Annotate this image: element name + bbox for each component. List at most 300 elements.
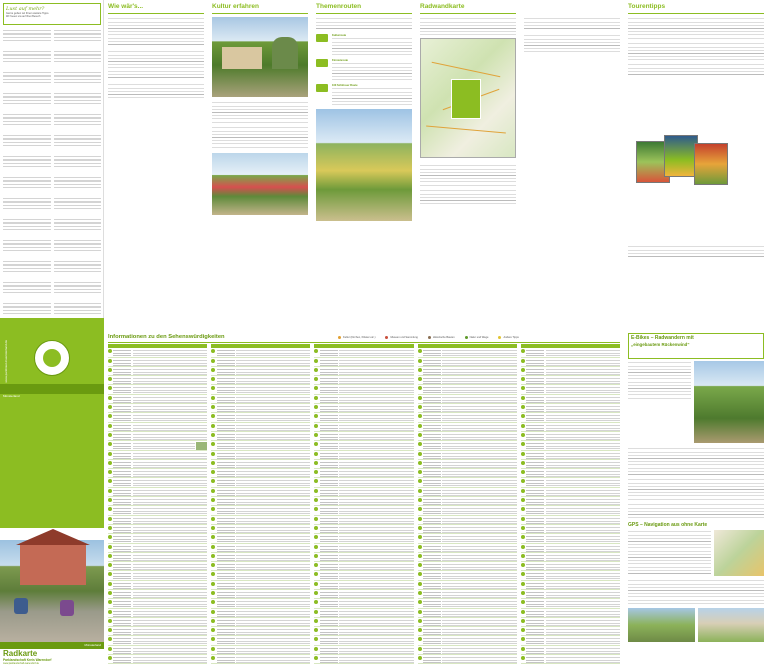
field-photo xyxy=(316,109,412,221)
sight-row xyxy=(521,367,620,376)
sight-name xyxy=(217,498,235,505)
sight-number-icon xyxy=(108,507,112,511)
section-title-was: Wie wär's... xyxy=(108,3,144,10)
sight-row xyxy=(108,395,207,404)
sight-number-icon xyxy=(108,368,112,372)
sight-description xyxy=(236,368,310,375)
section-tourentipps xyxy=(624,0,768,330)
sight-description xyxy=(442,442,516,449)
sight-number-icon xyxy=(521,600,525,604)
sight-name xyxy=(423,424,441,431)
sight-description xyxy=(133,582,207,589)
sight-number-icon xyxy=(418,368,422,372)
sight-description xyxy=(339,461,413,468)
sight-description xyxy=(546,610,620,617)
sight-number-icon xyxy=(314,600,318,604)
sight-row xyxy=(521,358,620,367)
sight-row xyxy=(314,627,413,636)
section-title-tour: Tourentipps xyxy=(628,3,666,10)
sight-number-icon xyxy=(211,442,215,446)
sight-name xyxy=(113,647,131,654)
sight-description xyxy=(442,470,516,477)
sight-name xyxy=(217,433,235,440)
sight-row xyxy=(314,413,413,422)
tree xyxy=(272,37,298,69)
sight-number-icon xyxy=(108,489,112,493)
contact-lines xyxy=(54,239,102,251)
sight-row xyxy=(108,627,207,636)
text-block xyxy=(628,530,711,576)
contact-lines xyxy=(54,176,102,188)
sight-number-icon xyxy=(418,582,422,586)
sight-name xyxy=(217,582,235,589)
ebike-subtitle: „eingebautem Rückenwind“ xyxy=(631,341,690,347)
lust-subtitle-2: Wir freuen uns auf Ihren Besuch xyxy=(6,15,41,19)
sight-number-icon xyxy=(521,359,525,363)
sight-number-icon xyxy=(108,470,112,474)
sight-description xyxy=(442,424,516,431)
sight-name xyxy=(217,647,235,654)
sight-description xyxy=(442,386,516,393)
legend-item xyxy=(385,336,417,339)
sight-name xyxy=(526,461,544,468)
sight-name xyxy=(423,572,441,579)
contact-block xyxy=(3,175,51,194)
sight-name xyxy=(320,470,338,477)
sight-row xyxy=(418,506,517,515)
contact-block xyxy=(3,196,51,215)
sight-number-icon xyxy=(418,452,422,456)
sight-description xyxy=(546,628,620,635)
sight-number-icon xyxy=(521,368,525,372)
sight-number-icon xyxy=(418,489,422,493)
sight-row xyxy=(314,506,413,515)
map-road xyxy=(426,125,506,133)
sight-description xyxy=(339,498,413,505)
sight-name xyxy=(217,396,235,403)
contact-lines xyxy=(54,218,102,230)
sight-row xyxy=(211,441,310,450)
sight-number-icon xyxy=(211,545,215,549)
sight-description xyxy=(546,479,620,486)
sight-description xyxy=(442,479,516,486)
sight-description xyxy=(546,396,620,403)
vertical-url: www.parkinsel-muensterland.de xyxy=(4,340,8,383)
sight-description xyxy=(442,396,516,403)
sight-name xyxy=(320,349,338,356)
sight-number-icon xyxy=(108,405,112,409)
sight-row xyxy=(521,590,620,599)
sights-column xyxy=(314,344,413,666)
theme-route-3 xyxy=(316,84,412,105)
ebike-box xyxy=(628,333,764,359)
sight-number-icon xyxy=(418,526,422,530)
sight-row xyxy=(211,395,310,404)
sight-name xyxy=(423,563,441,570)
sight-name xyxy=(113,637,131,644)
sight-number-icon xyxy=(108,452,112,456)
sight-name xyxy=(320,610,338,617)
sight-description xyxy=(133,349,207,356)
sight-description xyxy=(546,433,620,440)
sight-description xyxy=(339,377,413,384)
sight-row xyxy=(418,618,517,627)
sight-name xyxy=(217,377,235,384)
sight-row xyxy=(108,544,207,553)
sight-name xyxy=(320,535,338,542)
sight-description xyxy=(339,600,413,607)
sight-description xyxy=(339,517,413,524)
theme-route-name: Kulturroute xyxy=(332,33,347,37)
sight-description xyxy=(236,377,310,384)
sight-row xyxy=(108,599,207,608)
sight-number-icon xyxy=(521,396,525,400)
contact-lines xyxy=(54,92,102,104)
contact-block xyxy=(3,70,51,89)
sight-name xyxy=(526,656,544,663)
sight-row xyxy=(521,516,620,525)
sight-name xyxy=(217,545,235,552)
sight-name xyxy=(217,442,235,449)
sight-name xyxy=(217,414,235,421)
divider xyxy=(212,13,308,14)
sight-number-icon xyxy=(521,452,525,456)
contact-lines xyxy=(54,260,102,272)
sight-description xyxy=(442,610,516,617)
sight-name xyxy=(217,507,235,514)
contact-lines xyxy=(54,29,102,41)
sight-number-icon xyxy=(211,349,215,353)
sight-description xyxy=(442,414,516,421)
sight-description xyxy=(339,545,413,552)
text-block xyxy=(420,164,516,186)
sight-row xyxy=(314,451,413,460)
column-header-bar xyxy=(211,344,310,348)
column-header-bar xyxy=(108,344,207,348)
sight-name xyxy=(526,572,544,579)
sight-name xyxy=(526,647,544,654)
sight-number-icon xyxy=(211,517,215,521)
contact-lines xyxy=(54,50,102,62)
sight-number-icon xyxy=(211,628,215,632)
sight-description xyxy=(546,507,620,514)
sight-row xyxy=(521,627,620,636)
sight-name xyxy=(423,526,441,533)
sight-number-icon xyxy=(521,545,525,549)
sight-number-icon xyxy=(418,442,422,446)
sight-number-icon xyxy=(108,414,112,418)
sight-name xyxy=(423,368,441,375)
sight-row xyxy=(314,544,413,553)
sight-description xyxy=(133,656,207,663)
sight-description xyxy=(133,368,207,375)
sight-number-icon xyxy=(211,610,215,614)
sight-description xyxy=(442,563,516,570)
sight-name xyxy=(526,526,544,533)
sight-number-icon xyxy=(418,610,422,614)
sight-name xyxy=(526,442,544,449)
sight-description xyxy=(339,610,413,617)
sight-number-icon xyxy=(314,414,318,418)
sight-number-icon xyxy=(211,433,215,437)
sight-number-icon xyxy=(211,414,215,418)
sight-name xyxy=(526,470,544,477)
sight-number-icon xyxy=(314,349,318,353)
text-lines xyxy=(332,87,412,105)
lust-subtitle-1: Gerne geben wir Ihnen weitere Tipps. xyxy=(6,12,50,15)
sight-number-icon xyxy=(521,619,525,623)
sight-name xyxy=(113,349,131,356)
sight-number-icon xyxy=(418,637,422,641)
sight-description xyxy=(546,517,620,524)
contact-block xyxy=(54,49,102,68)
sight-description xyxy=(442,377,516,384)
sight-description xyxy=(339,489,413,496)
sight-name xyxy=(113,489,131,496)
sight-row xyxy=(418,627,517,636)
sight-name xyxy=(113,526,131,533)
sight-row xyxy=(418,636,517,645)
sight-number-icon xyxy=(108,479,112,483)
sight-name xyxy=(217,619,235,626)
sight-name xyxy=(113,656,131,663)
sight-number-icon xyxy=(521,647,525,651)
sight-number-icon xyxy=(314,647,318,651)
text-block xyxy=(524,17,620,31)
sight-name xyxy=(423,628,441,635)
sight-description xyxy=(339,414,413,421)
sight-description xyxy=(442,489,516,496)
sight-description xyxy=(133,628,207,635)
castle-building xyxy=(222,47,262,69)
sight-row xyxy=(314,460,413,469)
sight-name xyxy=(320,517,338,524)
sight-description xyxy=(236,526,310,533)
cyclist-2 xyxy=(60,600,74,616)
text-block xyxy=(108,50,204,80)
sight-number-icon xyxy=(418,396,422,400)
sight-description xyxy=(546,377,620,384)
sight-description xyxy=(133,572,207,579)
sight-description xyxy=(442,433,516,440)
sight-name xyxy=(423,461,441,468)
sight-number-icon xyxy=(314,535,318,539)
sight-name xyxy=(113,619,131,626)
route-badge-icon xyxy=(316,84,328,92)
sight-description xyxy=(442,545,516,552)
sight-row xyxy=(211,497,310,506)
sight-description xyxy=(133,396,207,403)
sight-name xyxy=(526,563,544,570)
sight-name xyxy=(423,498,441,505)
sight-description xyxy=(339,470,413,477)
sight-number-icon xyxy=(108,396,112,400)
sight-description xyxy=(546,591,620,598)
text-block xyxy=(628,245,764,257)
sight-number-icon xyxy=(108,526,112,530)
sight-number-icon xyxy=(211,461,215,465)
sights-title: Informationen zu den Sehenswürdigkeiten xyxy=(108,334,225,340)
sight-name xyxy=(423,377,441,384)
sight-name xyxy=(526,377,544,384)
sight-description xyxy=(236,405,310,412)
sight-description xyxy=(546,470,620,477)
sight-number-icon xyxy=(211,600,215,604)
sight-description xyxy=(442,368,516,375)
sight-row xyxy=(211,451,310,460)
sight-name xyxy=(526,582,544,589)
sight-name xyxy=(320,628,338,635)
sight-name xyxy=(320,461,338,468)
sight-number-icon xyxy=(314,396,318,400)
sights-column xyxy=(211,344,310,666)
sight-number-icon xyxy=(418,377,422,381)
sight-description xyxy=(339,405,413,412)
sight-row xyxy=(418,516,517,525)
sight-description xyxy=(133,563,207,570)
sight-row xyxy=(314,404,413,413)
sight-name xyxy=(320,563,338,570)
sight-row xyxy=(211,609,310,618)
sight-description xyxy=(133,470,207,477)
legend-item xyxy=(338,336,375,339)
sight-row xyxy=(211,534,310,543)
section-title-kultur: Kultur erfahren xyxy=(212,3,259,10)
sight-description xyxy=(339,572,413,579)
theme-route-name: 100 Schlösser Route xyxy=(332,83,358,87)
sight-number-icon xyxy=(314,563,318,567)
sight-name xyxy=(526,610,544,617)
sight-row xyxy=(108,376,207,385)
sight-name xyxy=(113,628,131,635)
sight-description xyxy=(339,582,413,589)
sight-description xyxy=(236,610,310,617)
kultur-photo xyxy=(212,17,308,97)
sight-description xyxy=(339,396,413,403)
sight-name xyxy=(113,517,131,524)
sight-row xyxy=(521,618,620,627)
column-header-bar xyxy=(418,344,517,348)
sight-row xyxy=(521,581,620,590)
sight-row xyxy=(521,385,620,394)
sight-number-icon xyxy=(211,405,215,409)
sight-number-icon xyxy=(418,600,422,604)
sight-row xyxy=(314,525,413,534)
sight-number-icon xyxy=(108,554,112,558)
sight-name xyxy=(526,396,544,403)
divider xyxy=(108,342,620,343)
sight-description xyxy=(339,628,413,635)
legend-label: Kultur (Kirchen, Klöster etc.) xyxy=(343,335,376,339)
sight-number-icon xyxy=(521,479,525,483)
sight-number-icon xyxy=(211,526,215,530)
sight-description xyxy=(133,498,207,505)
sight-number-icon xyxy=(314,554,318,558)
sight-description xyxy=(236,498,310,505)
sight-row xyxy=(418,404,517,413)
sight-description xyxy=(133,479,207,486)
sight-row xyxy=(418,571,517,580)
bottom-photos xyxy=(628,608,764,642)
sight-description xyxy=(442,591,516,598)
sight-number-icon xyxy=(314,619,318,623)
sight-name xyxy=(423,545,441,552)
sight-row xyxy=(108,553,207,562)
sight-row xyxy=(211,469,310,478)
sight-name xyxy=(423,637,441,644)
sight-row xyxy=(418,432,517,441)
sight-name xyxy=(423,507,441,514)
sight-row xyxy=(314,376,413,385)
legend-label: Historische Bauten xyxy=(432,335,455,339)
sight-number-icon xyxy=(418,349,422,353)
text-lines xyxy=(332,62,412,80)
sight-number-icon xyxy=(418,386,422,390)
sight-number-icon xyxy=(314,452,318,456)
sight-description xyxy=(133,637,207,644)
sight-name xyxy=(526,386,544,393)
sight-description xyxy=(546,554,620,561)
sight-description xyxy=(133,377,207,384)
sight-name xyxy=(320,442,338,449)
contact-block xyxy=(54,70,102,89)
sight-name xyxy=(320,359,338,366)
contact-lines xyxy=(54,155,102,167)
sight-description xyxy=(442,628,516,635)
top-half xyxy=(0,0,768,330)
sight-name xyxy=(526,452,544,459)
sight-number-icon xyxy=(108,637,112,641)
sight-name xyxy=(320,600,338,607)
sight-row xyxy=(521,544,620,553)
sight-number-icon xyxy=(521,498,525,502)
contact-lines xyxy=(3,239,51,251)
sight-row xyxy=(211,460,310,469)
contact-lines xyxy=(3,50,51,62)
cyclist-1 xyxy=(14,598,28,614)
sight-number-icon xyxy=(521,517,525,521)
sight-row xyxy=(314,581,413,590)
sight-name xyxy=(217,600,235,607)
sight-number-icon xyxy=(314,517,318,521)
contact-lines xyxy=(3,29,51,41)
sight-description xyxy=(133,433,207,440)
sight-description xyxy=(442,349,516,356)
sight-number-icon xyxy=(211,470,215,474)
sight-name xyxy=(526,489,544,496)
sight-row xyxy=(211,385,310,394)
sight-row xyxy=(418,590,517,599)
sight-row xyxy=(521,534,620,543)
sight-description xyxy=(236,507,310,514)
sight-description xyxy=(546,535,620,542)
sight-name xyxy=(113,424,131,431)
sight-row xyxy=(521,599,620,608)
sight-number-icon xyxy=(521,377,525,381)
sights-column xyxy=(108,344,207,666)
sight-number-icon xyxy=(314,461,318,465)
sight-number-icon xyxy=(314,377,318,381)
sight-name xyxy=(320,554,338,561)
sight-number-icon xyxy=(108,610,112,614)
sight-number-icon xyxy=(418,461,422,465)
sight-name xyxy=(526,554,544,561)
sight-number-icon xyxy=(521,424,525,428)
sight-number-icon xyxy=(108,628,112,632)
sight-number-icon xyxy=(521,386,525,390)
sight-row xyxy=(211,562,310,571)
sight-name xyxy=(526,637,544,644)
